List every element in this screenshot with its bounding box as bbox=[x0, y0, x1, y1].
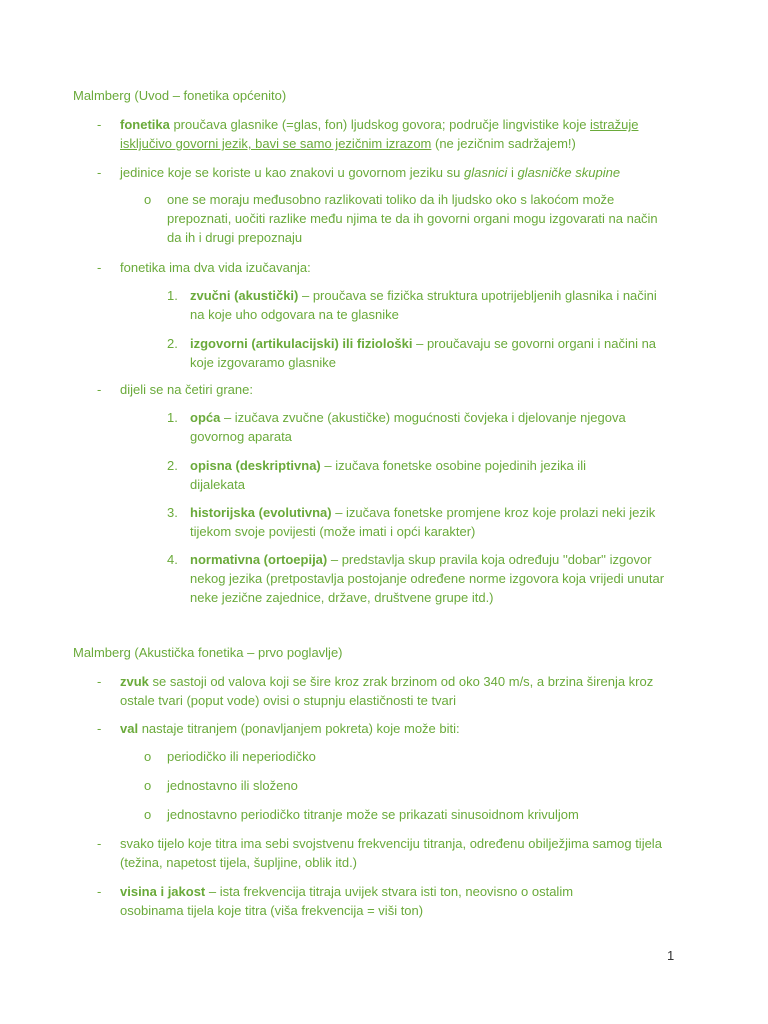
list-number: 4. bbox=[167, 552, 178, 567]
text: – izučava zvučne (akustičke) mogućnosti čovjeka i djelovanje njegova govornog aparata bbox=[190, 410, 626, 444]
text: proučava glasnike (=glas, fon) ljudskog govora; područje lingvistike koje bbox=[169, 117, 591, 132]
bullet-dash: - bbox=[97, 382, 102, 397]
underlined-text: istražuje isključivo govorni jezik, bavi se samo jezičnim izrazom bbox=[120, 117, 639, 151]
text: – proučava se fizička struktura upotrijebljenih glasnika i načini na koje uho odgovara na te glasnike bbox=[190, 288, 657, 322]
text: – predstavlja skup pravila koja određuju ''dobar'' izgovor nekog jezika (pretpostavlja postojanje određene norme izgovora koja vrijedi unutar neke jezične zajednice, države, društvene grupe itd.) bbox=[190, 552, 665, 605]
bullet-dash: - bbox=[97, 836, 102, 851]
bullet-dash: - bbox=[97, 117, 102, 132]
list-item bbox=[190, 334, 670, 372]
term: historijska (evolutivna) bbox=[190, 505, 332, 520]
text: i bbox=[507, 165, 518, 180]
bullet-dash: - bbox=[97, 674, 102, 689]
list-item bbox=[120, 163, 700, 182]
list-item: svako tijelo koje titra ima sebi svojstvenu frekvenciju titranja, određenu obilježjima samog tijela (težina, napetost tijela, šupljine, oblik itd.) bbox=[120, 836, 662, 870]
list-number: 1. bbox=[167, 410, 178, 425]
text: jedinice koje se koriste u kao znakovi u govornom jeziku su bbox=[120, 165, 464, 180]
list-number: 2. bbox=[167, 336, 178, 351]
section-heading-2: Malmberg (Akustička fonetika – prvo poglavlje) bbox=[73, 645, 343, 660]
bullet-dash: - bbox=[97, 165, 102, 180]
term: opća bbox=[190, 410, 221, 425]
text: (ne jezičnim sadržajem!) bbox=[431, 136, 576, 151]
list-item bbox=[120, 115, 680, 153]
list-item bbox=[120, 672, 680, 710]
list-number: 2. bbox=[167, 458, 178, 473]
list-item: periodičko ili neperiodičko bbox=[167, 749, 316, 764]
term: fonetika bbox=[120, 117, 170, 132]
list-item: one se moraju međusobno razlikovati toliko da ih ljudsko oko s lakoćom može prepoznati, uočiti razlike među njima te da ih govorni organi mogu izgovarati na način da ih i drugi prepoznaju bbox=[167, 192, 658, 245]
list-item: fonetika ima dva vida izučavanja: bbox=[120, 260, 311, 275]
term: zvučni (akustički) bbox=[190, 288, 299, 303]
bullet-circle: o bbox=[144, 778, 152, 793]
list-item bbox=[120, 719, 680, 738]
list-item: jednostavno periodičko titranje može se prikazati sinusoidnom krivuljom bbox=[167, 807, 579, 822]
text: nastaje titranjem (ponavljanjem pokreta) koje može biti: bbox=[138, 721, 460, 736]
text: – proučavaju se govorni organi i načini na koje izgovaramo glasnike bbox=[190, 336, 657, 370]
term: normativna (ortoepija) bbox=[190, 552, 328, 567]
text: se sastoji od valova koji se šire kroz zrak brzinom od oko 340 m/s, a brzina širenja kroz ostale tvari (poput vode) ovisi o stupnju elastičnosti te tvari bbox=[120, 674, 654, 708]
bullet-dash: - bbox=[97, 884, 102, 899]
text: – izučava fonetske osobine pojedinih jezika ili dijalekata bbox=[190, 458, 586, 492]
text: – izučava fonetske promjene kroz koje prolazi neki jezik tijekom svoje povijesti (može imati i opći karakter) bbox=[190, 505, 656, 539]
list-item bbox=[190, 550, 680, 607]
text: – ista frekvencija titraja uvijek stvara isti ton, neovisno o ostalim osobinama tijela koje titra (viša frekvencija = viši ton) bbox=[120, 884, 574, 918]
list-item bbox=[190, 503, 670, 541]
list-number: 1. bbox=[167, 288, 178, 303]
italic-text: glasnici bbox=[463, 165, 508, 180]
list-number: 3. bbox=[167, 505, 178, 520]
list-item bbox=[190, 456, 630, 494]
term: opisna (deskriptivna) bbox=[190, 458, 321, 473]
bullet-dash: - bbox=[97, 721, 102, 736]
list-item: jednostavno ili složeno bbox=[167, 778, 298, 793]
bullet-circle: o bbox=[144, 749, 152, 764]
bullet-circle: o bbox=[144, 192, 152, 207]
term: val bbox=[120, 721, 139, 736]
term: izgovorni (artikulacijski) ili fiziološki bbox=[190, 336, 413, 351]
section-heading-1: Malmberg (Uvod – fonetika općenito) bbox=[73, 88, 287, 103]
list-item bbox=[190, 286, 665, 324]
bullet-dash: - bbox=[97, 260, 102, 275]
italic-text: glasničke skupine bbox=[517, 165, 621, 180]
page-number: 1 bbox=[667, 948, 675, 963]
term: visina i jakost bbox=[120, 884, 206, 899]
list-item bbox=[190, 408, 670, 446]
list-item bbox=[120, 882, 640, 920]
bullet-circle: o bbox=[144, 807, 152, 822]
list-item: dijeli se na četiri grane: bbox=[120, 382, 253, 397]
term: zvuk bbox=[120, 674, 149, 689]
